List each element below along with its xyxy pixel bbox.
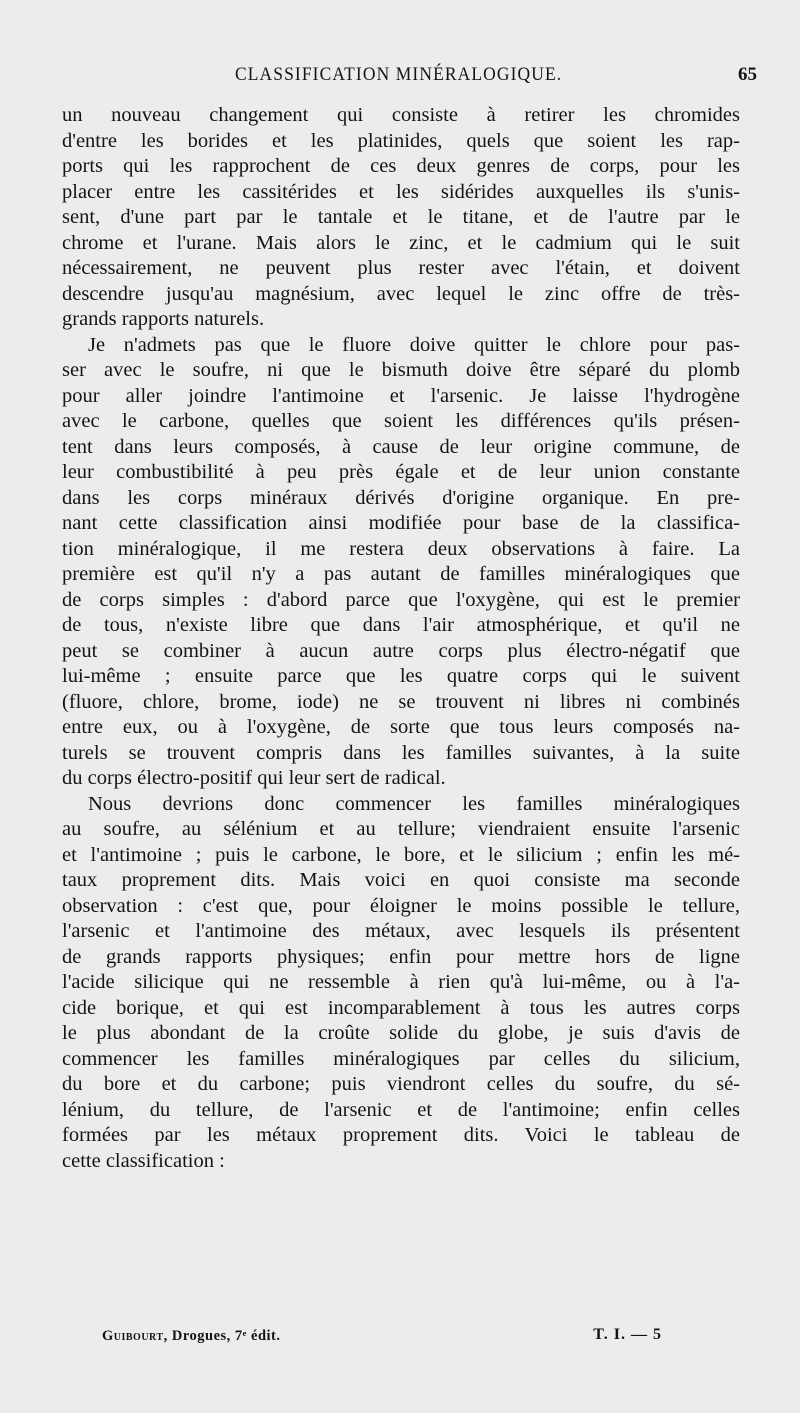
page-footer: [102, 1328, 662, 1352]
running-header: [60, 64, 760, 92]
text-line: leur combustibilité à peu près égale et de leur union constante: [62, 461, 740, 483]
text-line: et l'antimoine ; puis le carbone, le bore, et le silicium ; enfin les mé-: [62, 843, 740, 866]
text-line: l'arsenic et l'antimoine des métaux, avec lesquels ils présentent: [62, 920, 740, 942]
text-line: un nouveau changement qui consiste à retirer les chromides: [62, 104, 740, 126]
text-line: nécessairement, ne peuvent plus rester avec l'étain, et doivent: [62, 257, 740, 279]
text-line: chrome et l'urane. Mais alors le zinc, et le cadmium qui le suit: [62, 231, 740, 254]
text-line: sent, d'une part par le tantale et le titane, et de l'autre par le: [62, 206, 740, 228]
text-line: dans les corps minéraux dérivés d'origine organique. En pre-: [62, 486, 740, 509]
text-line: (fluore, chlore, brome, iode) ne se trouvent ni libres ni combinés: [62, 690, 740, 713]
running-title: CLASSIFICATION MINÉRALOGIQUE.: [235, 64, 563, 85]
text-line: au soufre, au sélénium et au tellure; viendraient ensuite l'arsenic: [62, 818, 740, 840]
page-number: 65: [738, 64, 757, 85]
text-line: taux proprement dits. Mais voici en quoi consiste ma seconde: [62, 869, 740, 891]
text-line: de tous, n'existe libre que dans l'air atmosphérique, et qu'il ne: [62, 614, 740, 636]
text-line: tent dans leurs composés, à cause de leur origine commune, de: [62, 435, 740, 458]
book-title: , Drogues, 7ᵉ édit.: [163, 1328, 281, 1344]
text-line: cette classification :: [62, 1149, 225, 1172]
text-line: l'acide silicique qui ne ressemble à rien qu'à lui-même, ou à l'a-: [62, 971, 740, 993]
text-line: cide borique, et qui est incomparablement à tous les autres corps: [62, 996, 740, 1019]
text-line: du corps électro-positif qui leur sert de radical.: [62, 767, 446, 789]
text-line: de grands rapports physiques; enfin pour mettre hors de ligne: [62, 945, 740, 968]
text-line: nant cette classification ainsi modifiée pour base de la classifica-: [62, 512, 740, 534]
text-line: première est qu'il n'y a pas autant de familles minéralogiques que: [62, 563, 740, 585]
text-line: commencer les familles minéralogiques par celles du silicium,: [62, 1047, 740, 1070]
text-line: entre eux, ou à l'oxygène, de sorte que tous leurs composés na-: [62, 716, 740, 738]
signature-mark: T. I. — 5: [593, 1326, 662, 1343]
text-line: descendre jusqu'au magnésium, avec lequel le zinc offre de très-: [62, 282, 740, 305]
text-line: lui-même ; ensuite parce que les quatre corps qui le suivent: [62, 665, 740, 687]
text-line: pour aller joindre l'antimoine et l'arsenic. Je laisse l'hydrogène: [62, 384, 740, 407]
paragraph-start-line: Je n'admets pas que le fluore doive quitter le chlore pour pas-: [88, 333, 740, 356]
text-line: turels se trouvent compris dans les familles suivantes, à la suite: [62, 741, 740, 764]
text-line: du bore et du carbone; puis viendront celles du soufre, du sé-: [62, 1073, 740, 1095]
text-line: placer entre les cassitérides et les sidérides auxquelles ils s'unis-: [62, 180, 740, 203]
body-text: [62, 103, 740, 1174]
text-line: formées par les métaux proprement dits. Voici le tableau de: [62, 1124, 740, 1146]
text-line: ports qui les rapprochent de ces deux genres de corps, pour les: [62, 155, 740, 177]
text-line: le plus abondant de la croûte solide du globe, je suis d'avis de: [62, 1022, 740, 1044]
text-line: d'entre les borides et les platinides, quels que soient les rap-: [62, 129, 740, 152]
text-line: grands rapports naturels.: [62, 308, 265, 330]
text-line: peut se combiner à aucun autre corps plus électro-négatif que: [62, 639, 740, 662]
paragraph-start-line: Nous devrions donc commencer les familles minéralogiques: [88, 792, 740, 815]
text-line: tion minéralogique, il me restera deux observations à faire. La: [62, 537, 740, 560]
text-line: de corps simples : d'abord parce que l'oxygène, qui est le premier: [62, 588, 740, 611]
publication-credit: [102, 1328, 281, 1345]
author-name: Guibourt: [102, 1328, 164, 1344]
text-line: ser avec le soufre, ni que le bismuth doive être séparé du plomb: [62, 359, 740, 381]
text-line: lénium, du tellure, de l'arsenic et de l'antimoine; enfin celles: [62, 1098, 740, 1121]
text-line: avec le carbone, quelles que soient les différences qu'ils présen-: [62, 410, 740, 432]
text-line: observation : c'est que, pour éloigner le moins possible le tellure,: [62, 894, 740, 917]
